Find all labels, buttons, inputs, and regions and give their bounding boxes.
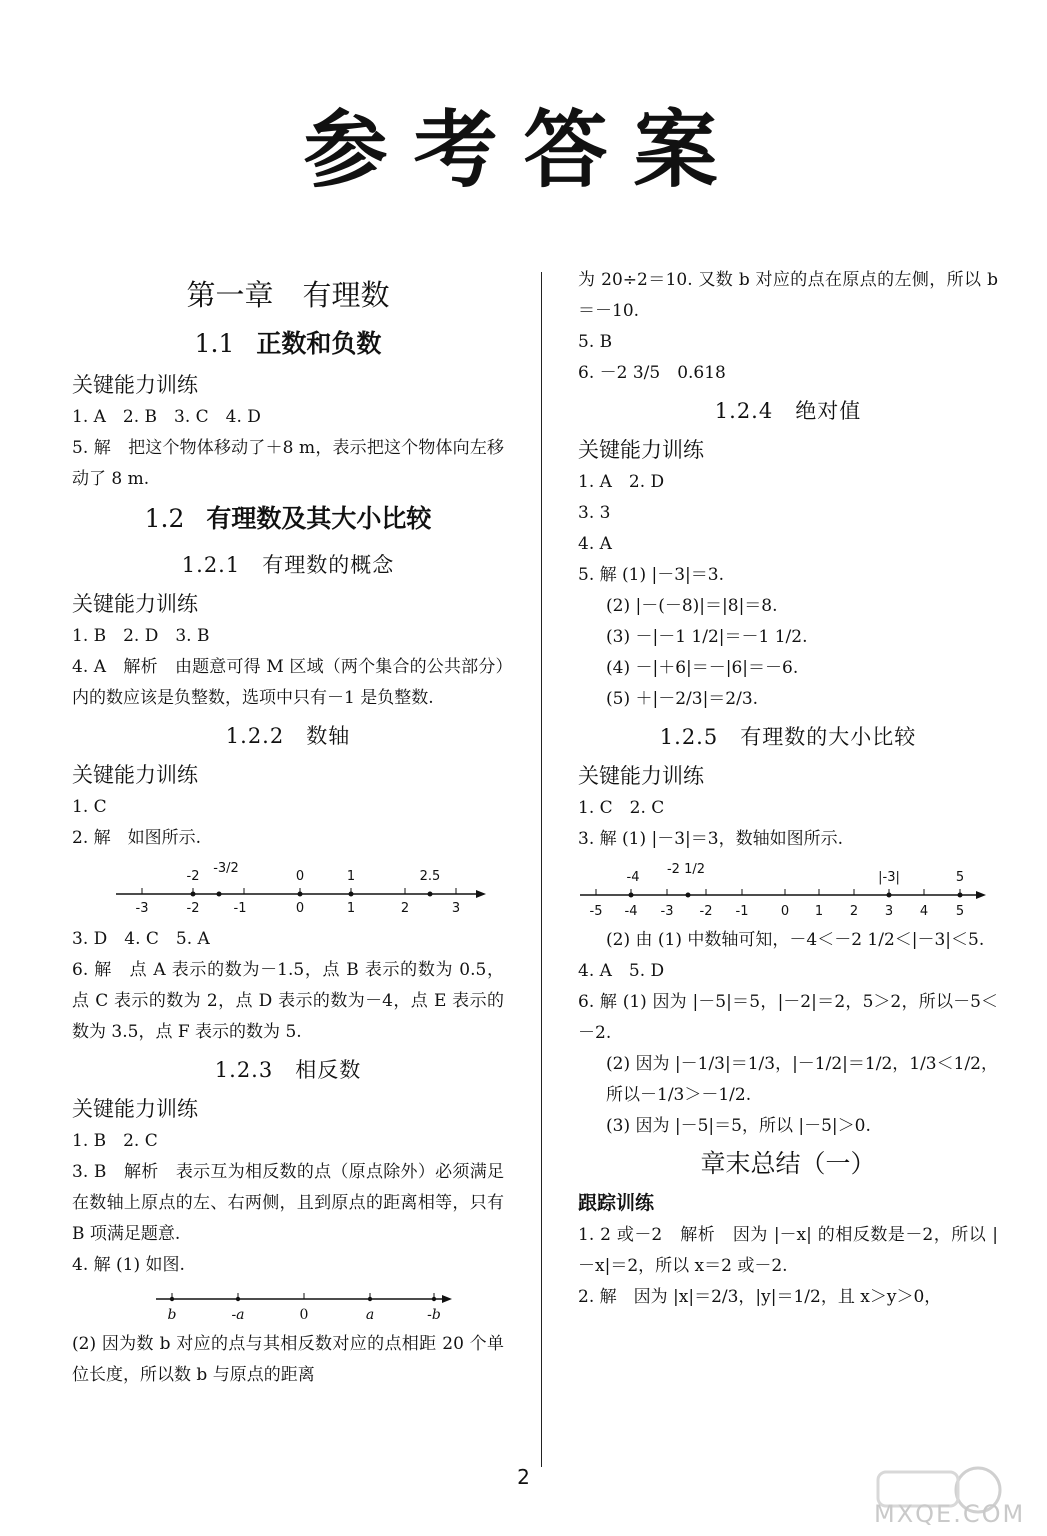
section-number: 1.1 [194,329,235,358]
training-label: 关键能力训练 [578,438,704,462]
section-number: 1.2 [144,504,185,533]
point-label: -a [231,1307,245,1323]
tick-label: 4 [919,904,929,919]
answer-line: 6. 解 (1) 因为 |－5|＝5，|－2|＝2，5＞2，所以－5＜－2. [578,992,998,1043]
subsection-title: 相反数 [295,1058,362,1082]
answer-line: 2. 解 因为 |x|＝2/3，|y|＝1/2，且 x＞y＞0， [578,1287,942,1307]
tick-label: 2 [400,901,410,916]
tick-label: -5 [589,904,603,919]
tick-label: 0 [295,901,305,916]
answer-line: 2. 解 如图所示. [72,828,202,848]
subsection-number: 1.2.3 [214,1058,274,1082]
point-label: -b [427,1307,441,1323]
training-label: 关键能力训练 [72,592,198,616]
tick-label: 0 [780,904,790,919]
subsection-title: 有理数的概念 [262,553,395,577]
subsection-heading-1-2-2 [72,714,504,758]
tick-label: -2 [186,901,200,916]
point-label: -2 [186,869,200,884]
page-number: 2 [517,1465,530,1489]
subsection-number: 1.2.4 [714,399,774,423]
subsection-heading-1-2-4 [578,389,998,433]
answer-line: (2) 因为 |－1/3|＝1/3，|－1/2|＝1/2，1/3＜1/2，所以－1/3＞－1/2. [606,1054,998,1105]
subsection-heading-1-2-1 [72,543,504,587]
subsection-title: 绝对值 [795,399,862,423]
subsection-number: 1.2.2 [225,724,285,748]
subsection-title: 数轴 [306,724,351,748]
number-line-figure-2 [72,1285,504,1325]
answer-line: 4. A 解析 由题意可得 M 区域（两个集合的公共部分）内的数应该是负整数，选项中只有－1 是负整数. [72,657,504,708]
chapter-summary-heading: 章末总结（一） [700,1149,876,1178]
subsection-heading-1-2-3 [72,1048,504,1092]
number-line-figure-3 [578,859,998,921]
answer-line: (3) －|－1 1/2|＝－1 1/2. [606,627,808,647]
point-label: 2.5 [419,869,441,884]
tick-label: 5 [955,904,965,919]
answer-line: 为 20÷2＝10. 又数 b 对应的点在原点的左侧，所以 b＝－10. [578,270,998,321]
chapter-heading: 第一章 有理数 [186,278,390,312]
subsection-heading-1-2-5 [578,715,998,759]
tick-label: -2 [699,904,713,919]
watermark-text: MXQE.COM [874,1500,1026,1528]
answer-line: 6. －2 3/5 0.618 [578,363,726,383]
point-label: 0 [299,1307,309,1323]
tick-label: -3 [135,901,149,916]
section-title: 有理数及其大小比较 [206,504,432,533]
number-line-ticks [136,888,461,916]
point-label: -4 [626,870,640,885]
number-line-figure-1 [72,858,504,920]
answer-line: 3. 解 (1) |－3|＝3，数轴如图所示. [578,829,844,849]
tick-label: -3 [660,904,674,919]
answer-line: (2) 由 (1) 中数轴可知，－4＜－2 1/2＜|－3|＜5. [606,930,985,950]
answer-line: 1. 2 或－2 解析 因为 |－x| 的相反数是－2，所以 |－x|＝2，所以 x＝2 或－2. [578,1225,998,1276]
tick-label: -1 [735,904,749,919]
left-column [72,270,504,1391]
right-column [578,265,998,1313]
answer-line: 3. 3 [578,503,611,523]
tick-label: 1 [346,901,356,916]
training-label: 跟踪训练 [578,1192,655,1214]
answer-line: 5. B [578,332,613,352]
tick-label: 2 [849,904,859,919]
answer-line: 6. 解 点 A 表示的数为－1.5，点 B 表示的数为 0.5，点 C 表示的数为 2，点 D 表示的数为－4，点 E 表示的数为 3.5，点 F 表示的数为 5. [72,960,504,1042]
section-heading-1-1 [72,320,504,368]
tick-label: 3 [451,901,461,916]
answer-line: 5. 解 (1) |－3|＝3. [578,565,725,585]
answer-line: (2) |－(－8)|＝|8|＝8. [606,596,778,616]
column-divider [541,272,542,1467]
answer-line: 4. 解 (1) 如图. [72,1255,185,1275]
training-label: 关键能力训练 [72,373,198,397]
subsection-number: 1.2.1 [181,553,241,577]
subsection-title: 有理数的大小比较 [740,725,917,749]
subsection-number: 1.2.5 [659,725,719,749]
point-label: 0 [295,869,305,884]
page-title: 参考答案 [303,101,744,199]
tick-label: 1 [814,904,824,919]
answer-line: 1. C [72,797,107,817]
answer-line: 3. B 解析 表示互为相反数的点（原点除外）必须满足在数轴上原点的左、右两侧，且到原点的距离相等，只有 B 项满足题意. [72,1162,504,1244]
answer-line: 3. D 4. C 5. A [72,929,210,949]
section-heading-1-2 [72,495,504,543]
answer-line: (4) －|＋6|＝－|6|＝－6. [606,658,799,678]
answer-line: (2) 因为数 b 对应的点与其相反数对应的点相距 20 个单位长度，所以数 b 与原点的距离 [72,1334,504,1385]
section-title: 正数和负数 [256,329,382,358]
point-label: -3/2 [213,861,239,876]
training-label: 关键能力训练 [72,763,198,787]
tick-label: -4 [624,904,638,919]
answer-line: 1. C 2. C [578,798,665,818]
answer-line: (3) 因为 |－5|＝5，所以 |－5|＞0. [606,1116,871,1136]
point-label: 5 [955,870,965,885]
answer-line: 1. A 2. B 3. C 4. D [72,407,261,427]
answer-line: 4. A [578,534,612,554]
tick-label: -1 [233,901,247,916]
answer-line: 5. 解 把这个物体移动了＋8 m，表示把这个物体向左移动了 8 m. [72,438,504,489]
answer-line: 1. B 2. C [72,1131,158,1151]
number-line-points [187,861,441,897]
answer-line: (5) ＋|－2/3|＝2/3. [606,689,759,709]
point-label: 1 [346,869,356,884]
answer-line: 4. A 5. D [578,961,665,981]
point-label: -2 1/2 [666,862,706,877]
training-label: 关键能力训练 [578,764,704,788]
point-label: b [167,1307,177,1323]
tick-label: 3 [884,904,894,919]
training-label: 关键能力训练 [72,1097,198,1121]
point-label: a [365,1307,375,1323]
answer-line: 1. A 2. D [578,472,665,492]
answer-line: 1. B 2. D 3. B [72,626,210,646]
point-label: |-3| [878,870,900,885]
